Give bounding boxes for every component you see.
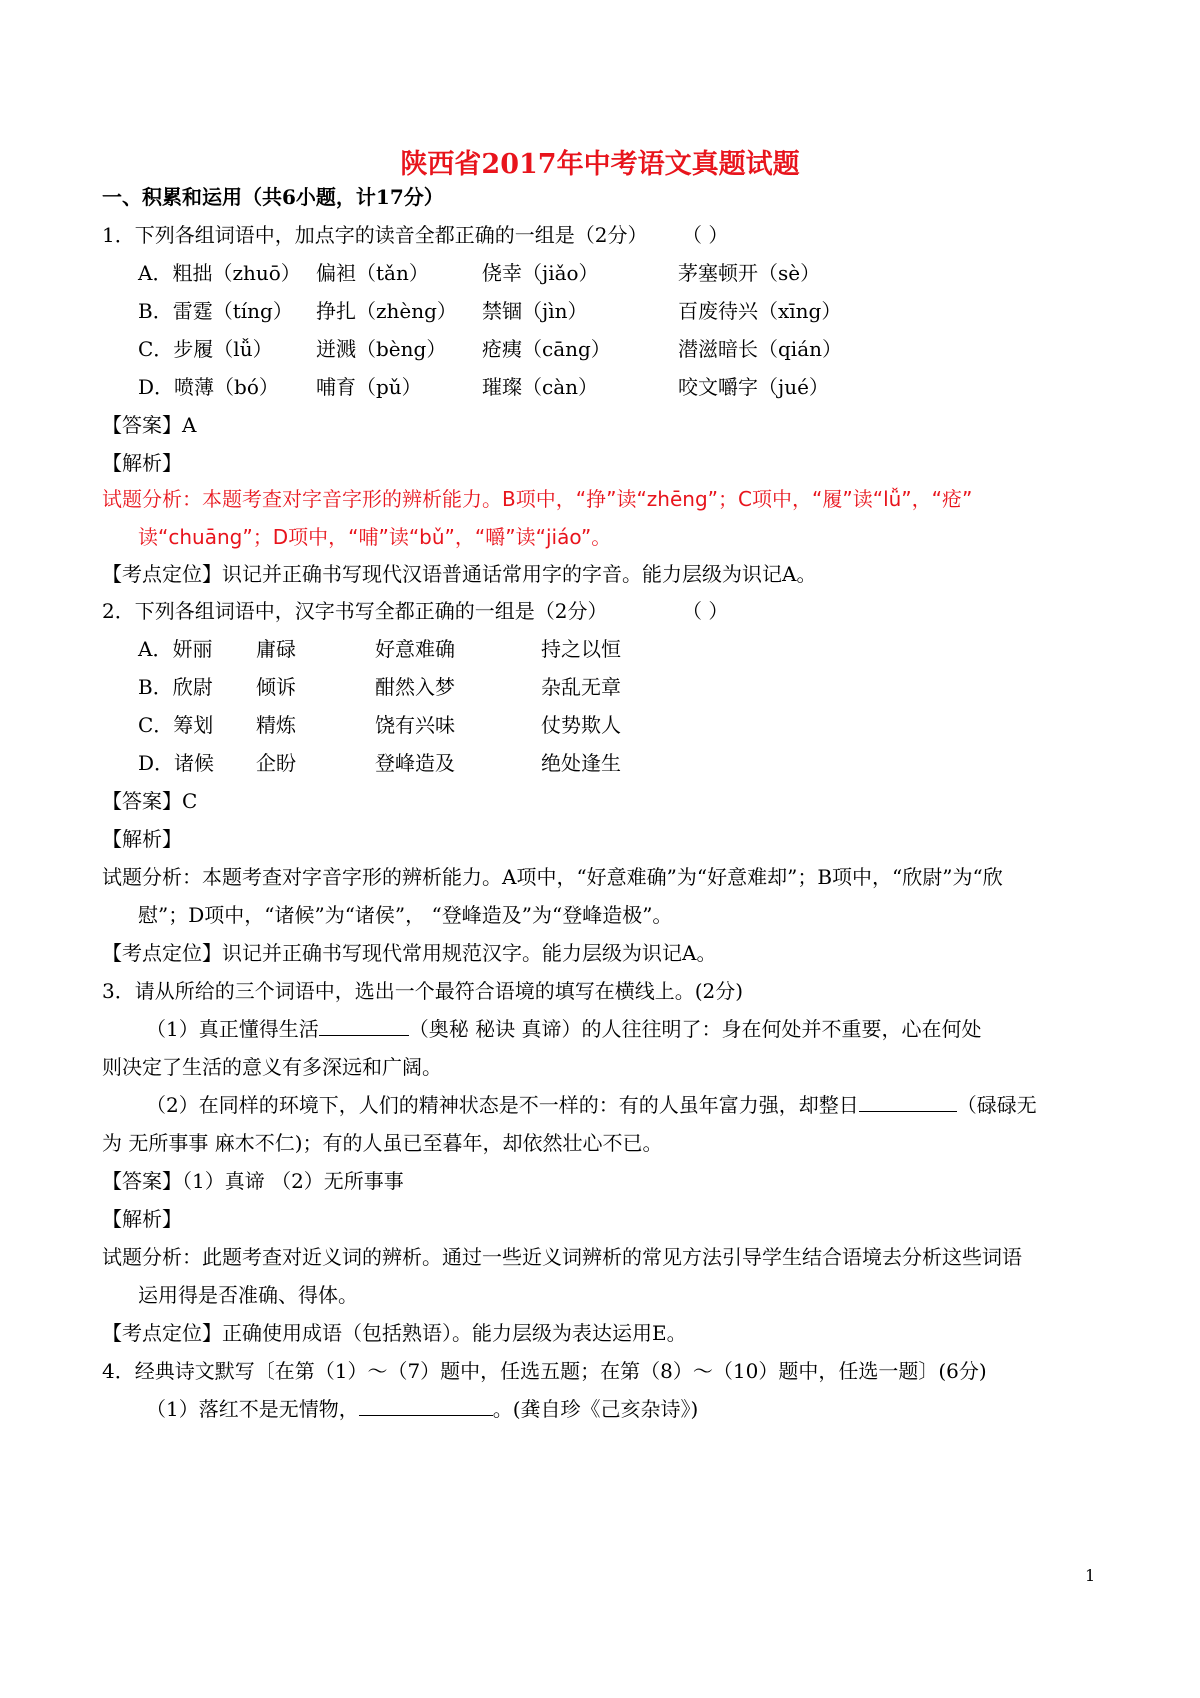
q3-part-2-blank bbox=[859, 1091, 957, 1112]
q3-part-1-blank bbox=[319, 1015, 409, 1036]
q2-option-a-4: 持之以恒 bbox=[541, 637, 621, 661]
section-heading: 一、积累和运用（共6小题，计17分） bbox=[102, 185, 444, 209]
page-number: 1 bbox=[1085, 1566, 1096, 1585]
q2-option-b-4: 杂乱无章 bbox=[541, 675, 621, 699]
q1-option-c-1: C．步履（lǚ） bbox=[138, 337, 273, 361]
q2-option-c-2: 精炼 bbox=[256, 713, 296, 737]
q3-point: 【考点定位】正确使用成语（包括熟语）。能力层级为表达运用E。 bbox=[102, 1321, 687, 1345]
q3-part-1-options: （奥秘 秘诀 真谛）的人往往明了：身在何处并不重要，心在何处 bbox=[408, 1017, 982, 1041]
q1-option-c-4: 潜滋暗长（qián） bbox=[678, 337, 843, 361]
q2-option-c-3: 饶有兴味 bbox=[375, 713, 455, 737]
q2-analysis-line-1: 试题分析：本题考查对字音字形的辨析能力。A项中，“好意难确”为“好意难却”；B项中，“欣尉”为“欣 bbox=[102, 865, 1003, 889]
q2-analysis-line-2: 慰”；D项中，“诸候”为“诸侯”， “登峰造及”为“登峰造极”。 bbox=[138, 903, 673, 927]
question-2-answer-paren: （ ） bbox=[682, 599, 729, 623]
q2-option-a-3: 好意难确 bbox=[375, 637, 455, 661]
q1-option-b-4: 百废待兴（xīng） bbox=[678, 299, 842, 323]
q3-part-2-line-2: 为 无所事事 麻木不仁)；有的人虽已至暮年，却依然壮心不已。 bbox=[102, 1131, 663, 1155]
q2-option-a-1: A．妍丽 bbox=[138, 637, 213, 661]
q3-part-2-lead: （2）在同样的环境下，人们的精神状态是不一样的：有的人虽年富力强，却整日 bbox=[146, 1093, 859, 1117]
q1-option-c-3: 疮痍（cāng） bbox=[482, 337, 611, 361]
q1-analysis-line-2: 读“chuāng”；D项中，“哺”读“bǔ”，“嚼”读“jiáo”。 bbox=[138, 525, 612, 549]
q2-answer: 【答案】C bbox=[102, 789, 198, 813]
q1-option-b-3: 禁锢（jìn） bbox=[482, 299, 588, 323]
q1-option-a-1: A．粗拙（zhuō） bbox=[138, 261, 301, 285]
q1-point: 【考点定位】识记并正确书写现代汉语普通话常用字的字音。能力层级为识记A。 bbox=[102, 562, 817, 586]
q4-part-1-lead: （1）落红不是无情物， bbox=[146, 1397, 359, 1421]
q1-option-d-1: D．喷薄（bó） bbox=[138, 375, 279, 399]
q2-analysis-heading: 【解析】 bbox=[102, 827, 182, 851]
q2-option-c-1: C．筹划 bbox=[138, 713, 214, 737]
question-1-answer-paren: （ ） bbox=[682, 223, 729, 247]
question-3-stem: 3．请从所给的三个词语中，选出一个最符合语境的填写在横线上。(2分) bbox=[102, 979, 744, 1003]
q3-part-2-line-1 bbox=[146, 1091, 1037, 1119]
q1-option-a-3: 侥幸（jiǎo） bbox=[482, 261, 599, 285]
q1-option-d-2: 哺育（pǔ） bbox=[316, 375, 422, 399]
question-2-stem: 2．下列各组词语中，汉字书写全都正确的一组是（2分） bbox=[102, 599, 608, 623]
q1-option-c-2: 迸溅（bèng） bbox=[316, 337, 447, 361]
q2-option-b-1: B．欣尉 bbox=[138, 675, 213, 699]
page-title: 陕西省2017年中考语文真题试题 bbox=[400, 149, 800, 180]
q2-option-c-4: 仗势欺人 bbox=[541, 713, 621, 737]
q1-option-d-3: 璀璨（càn） bbox=[482, 375, 599, 399]
question-1-stem: 1．下列各组词语中，加点字的读音全都正确的一组是（2分） bbox=[102, 223, 648, 247]
q3-analysis-line-1: 试题分析：此题考查对近义词的辨析。通过一些近义词辨析的常见方法引导学生结合语境去分析这些词语 bbox=[102, 1245, 1022, 1269]
q3-part-1-lead: （1）真正懂得生活 bbox=[146, 1017, 319, 1041]
q3-part-1-line-2: 则决定了生活的意义有多深远和广阔。 bbox=[102, 1055, 442, 1079]
q1-option-d-4: 咬文嚼字（jué） bbox=[678, 375, 829, 399]
q2-option-d-1: D．诸候 bbox=[138, 751, 215, 775]
q2-option-a-2: 庸碌 bbox=[256, 637, 296, 661]
q4-part-1-blank bbox=[359, 1395, 493, 1416]
q2-point: 【考点定位】识记并正确书写现代常用规范汉字。能力层级为识记A。 bbox=[102, 941, 717, 965]
q2-option-d-3: 登峰造及 bbox=[375, 751, 455, 775]
q3-answer: 【答案】（1）真谛 （2）无所事事 bbox=[102, 1169, 404, 1193]
q2-option-d-4: 绝处逢生 bbox=[541, 751, 621, 775]
q1-answer: 【答案】A bbox=[102, 413, 197, 437]
q4-part-1-source: 。(龚自珍《己亥杂诗》) bbox=[492, 1397, 699, 1421]
question-4-stem: 4．经典诗文默写〔在第（1）～（7）题中，任选五题；在第（8）～（10）题中，任选一题〕(6分) bbox=[102, 1359, 987, 1383]
q3-analysis-heading: 【解析】 bbox=[102, 1207, 182, 1231]
q1-option-a-2: 偏袒（tǎn） bbox=[316, 261, 429, 285]
q3-analysis-line-2: 运用得是否准确、得体。 bbox=[138, 1283, 358, 1307]
q2-option-b-2: 倾诉 bbox=[256, 675, 296, 699]
q1-analysis-line-1: 试题分析：本题考查对字音字形的辨析能力。B项中，“挣”读“zhēng”；C项中，“履”读“lǚ”，“疮” bbox=[102, 487, 973, 511]
q1-option-b-2: 挣扎（zhèng） bbox=[316, 299, 457, 323]
q1-option-a-4: 茅塞顿开（sè） bbox=[678, 261, 821, 285]
q3-part-1-line-1 bbox=[146, 1015, 981, 1043]
q1-option-b-1: B．雷霆（tíng） bbox=[138, 299, 293, 323]
q2-option-b-3: 酣然入梦 bbox=[375, 675, 455, 699]
q3-part-2-options: （碌碌无 bbox=[956, 1093, 1037, 1117]
q1-analysis-heading: 【解析】 bbox=[102, 451, 182, 475]
q4-part-1-line bbox=[146, 1395, 698, 1423]
q2-option-d-2: 企盼 bbox=[256, 751, 296, 775]
